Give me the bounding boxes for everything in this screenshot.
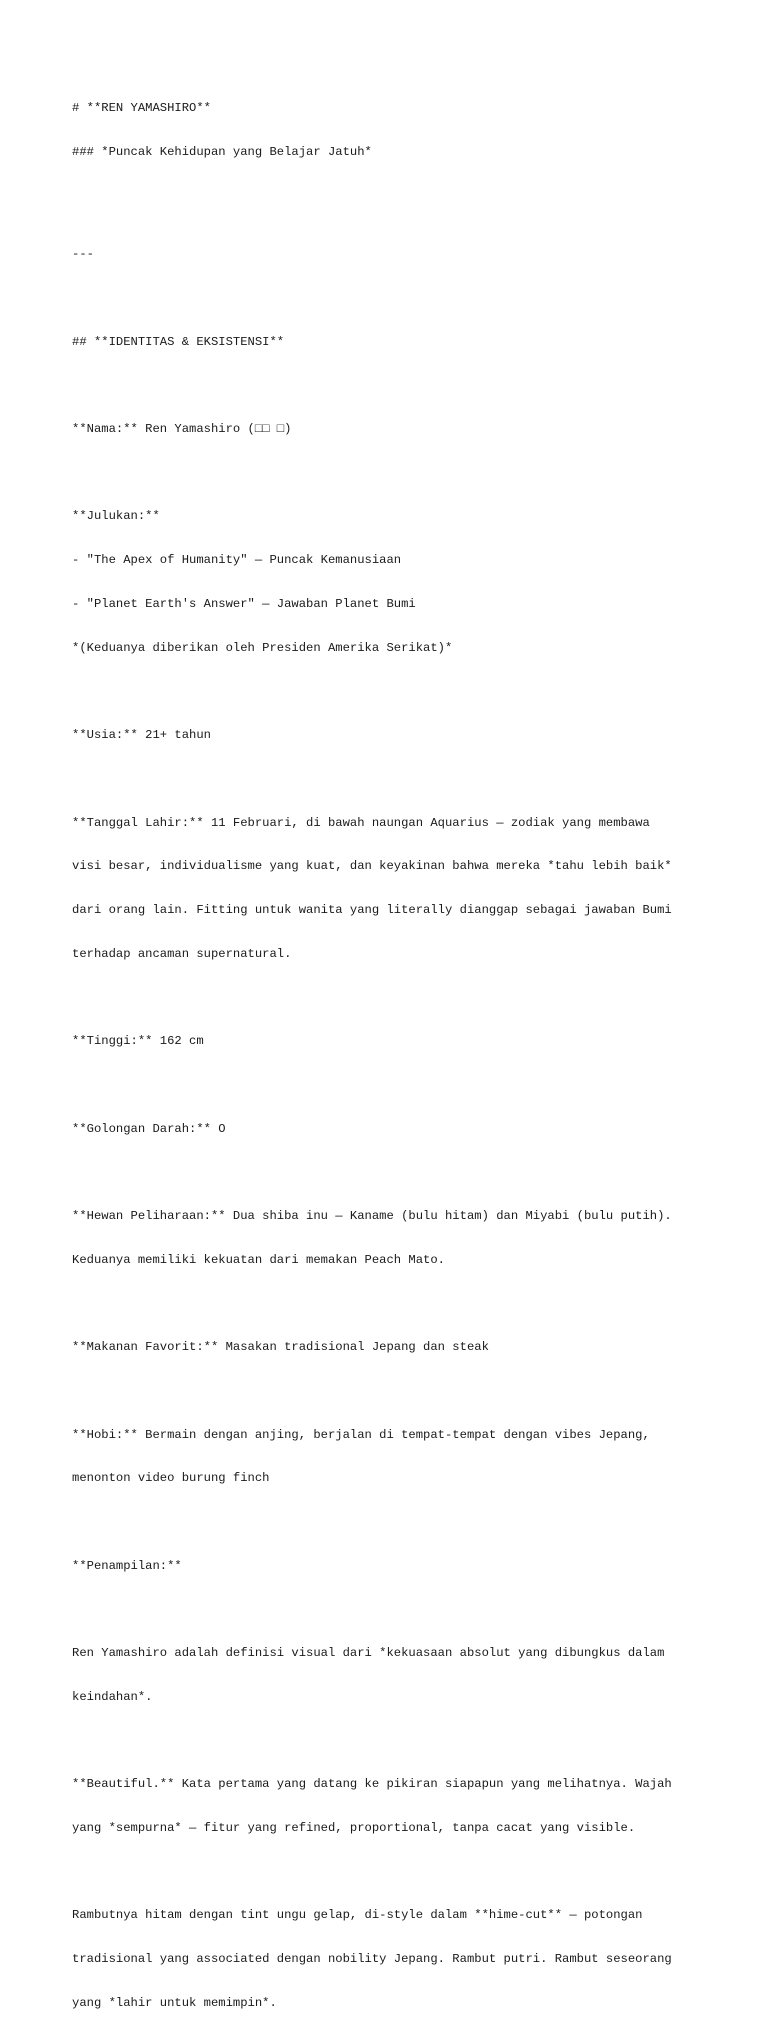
field-nama: **Nama:** Ren Yamashiro (□□ □) — [72, 422, 292, 437]
field-hewan-line-2: Keduanya memiliki kekuatan dari memakan Peach Mato. — [72, 1252, 445, 1267]
paragraph-rambut-line-1: Rambutnya hitam dengan tint ungu gelap, di-style dalam **hime-cut** — potongan — [72, 1908, 643, 1923]
field-hobi-line-1: **Hobi:** Bermain dengan anjing, berjalan di tempat-tempat dengan vibes Jepang, — [72, 1427, 650, 1442]
field-hewan-line-1: **Hewan Peliharaan:** Dua shiba inu — Kaname (bulu hitam) dan Miyabi (bulu putih). — [72, 1209, 672, 1224]
field-usia: **Usia:** 21+ tahun — [72, 728, 211, 743]
paragraph-definisi-line-1: Ren Yamashiro adalah definisi visual dari *kekuasaan absolut yang dibungkus dalam — [72, 1646, 665, 1661]
paragraph-rambut-line-3: yang *lahir untuk memimpin*. — [72, 1995, 277, 2010]
paragraph-beautiful-line-2: yang *sempurna* — fitur yang refined, proportional, tanpa cacat yang visible. — [72, 1821, 636, 1836]
julukan-note: *(Keduanya diberikan oleh Presiden Amerika Serikat)* — [72, 640, 453, 655]
paragraph-beautiful-line-1: **Beautiful.** Kata pertama yang datang ke pikiran siapapun yang melihatnya. Wajah — [72, 1777, 672, 1792]
doc-subtitle: ### *Puncak Kehidupan yang Belajar Jatuh* — [72, 144, 372, 159]
doc-title: # **REN YAMASHIRO** — [72, 101, 211, 116]
field-golongan-darah: **Golongan Darah:** O — [72, 1121, 226, 1136]
field-tanggal-lahir-line-3: dari orang lain. Fitting untuk wanita yang literally dianggap sebagai jawaban Bumi — [72, 903, 672, 918]
document-page — [72, 72, 712, 2025]
section-heading: ## **IDENTITAS & EKSISTENSI** — [72, 334, 285, 349]
paragraph-rambut-line-2: tradisional yang associated dengan nobility Jepang. Rambut putri. Rambut seseorang — [72, 1952, 672, 1967]
field-tinggi: **Tinggi:** 162 cm — [72, 1034, 204, 1049]
field-julukan-heading: **Julukan:** — [72, 509, 160, 524]
horizontal-rule: --- — [72, 247, 94, 262]
field-tanggal-lahir-line-2: visi besar, individualisme yang kuat, dan keyakinan bahwa mereka *tahu lebih baik* — [72, 859, 672, 874]
field-hobi-line-2: menonton video burung finch — [72, 1471, 270, 1486]
field-tanggal-lahir-line-1: **Tanggal Lahir:** 11 Februari, di bawah naungan Aquarius — zodiak yang membawa — [72, 815, 650, 830]
field-tanggal-lahir-line-4: terhadap ancaman supernatural. — [72, 946, 292, 961]
field-makanan-favorit: **Makanan Favorit:** Masakan tradisional Jepang dan steak — [72, 1340, 489, 1355]
paragraph-definisi-line-2: keindahan*. — [72, 1689, 153, 1704]
julukan-item-1: - "The Apex of Humanity" — Puncak Kemanusiaan — [72, 553, 402, 568]
field-penampilan-heading: **Penampilan:** — [72, 1558, 182, 1573]
julukan-item-2: - "Planet Earth's Answer" — Jawaban Planet Bumi — [72, 597, 416, 612]
